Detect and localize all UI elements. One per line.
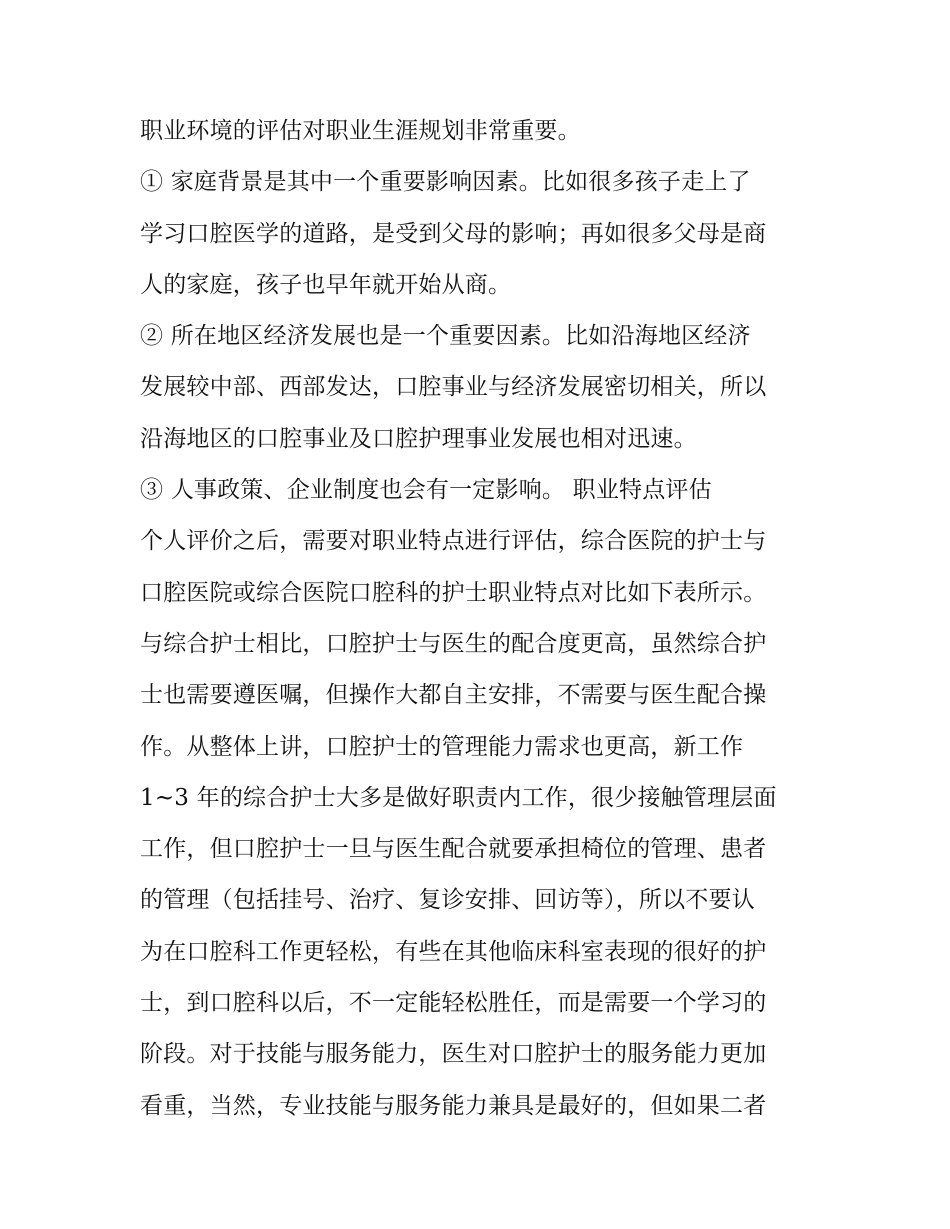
text-line: 与综合护士相比，口腔护士与医生的配合度更高，虽然综合护 (140, 630, 767, 657)
text-line: 个人评价之后，需要对职业特点进行评估，综合医院的护士与 (140, 528, 767, 555)
text-line: 看重，当然，专业技能与服务能力兼具是最好的，但如果二者 (140, 1092, 767, 1119)
text-line: 人的家庭，孩子也早年就开始从商。 (140, 271, 512, 298)
text-line: ③ 人事政策、企业制度也会有一定影响。 职业特点评估 (140, 477, 712, 504)
text-line: 沿海地区的口腔事业及口腔护理事业发展也相对迅速。 (140, 425, 697, 452)
text-line: 为在口腔科工作更轻松，有些在其他临床科室表现的很好的护 (140, 938, 767, 965)
text-line: 口腔医院或综合医院口腔科的护士职业特点对比如下表所示。 (140, 579, 767, 606)
text-line: 1~3 年的综合护士大多是做好职责内工作，很少接触管理层面 (140, 784, 777, 811)
body-text (140, 106, 820, 1132)
text-line: 士也需要遵医嘱，但操作大都自主安排，不需要与医生配合操 (140, 682, 767, 709)
text-line: 作。从整体上讲，口腔护士的管理能力需求也更高，新工作 (140, 733, 744, 760)
text-line: 的管理（包括挂号、治疗、复诊安排、回访等），所以不要认 (140, 887, 755, 914)
text-line: 工作，但口腔护士一旦与医生配合就要承担椅位的管理、患者 (140, 836, 767, 863)
text-line: 学习口腔医学的道路，是受到父母的影响；再如很多父母是商 (140, 220, 767, 247)
text-line: 阶段。对于技能与服务能力，医生对口腔护士的服务能力更加 (140, 1041, 767, 1068)
text-line: 发展较中部、西部发达，口腔事业与经济发展密切相关，所以 (140, 374, 767, 401)
text-line: ① 家庭背景是其中一个重要影响因素。比如很多孩子走上了 (140, 169, 751, 196)
text-line: 士，到口腔科以后，不一定能轻松胜任，而是需要一个学习的 (140, 990, 767, 1017)
text-line: 职业环境的评估对职业生涯规划非常重要。 (140, 118, 581, 144)
text-line: ② 所在地区经济发展也是一个重要因素。比如沿海地区经济 (140, 323, 751, 350)
